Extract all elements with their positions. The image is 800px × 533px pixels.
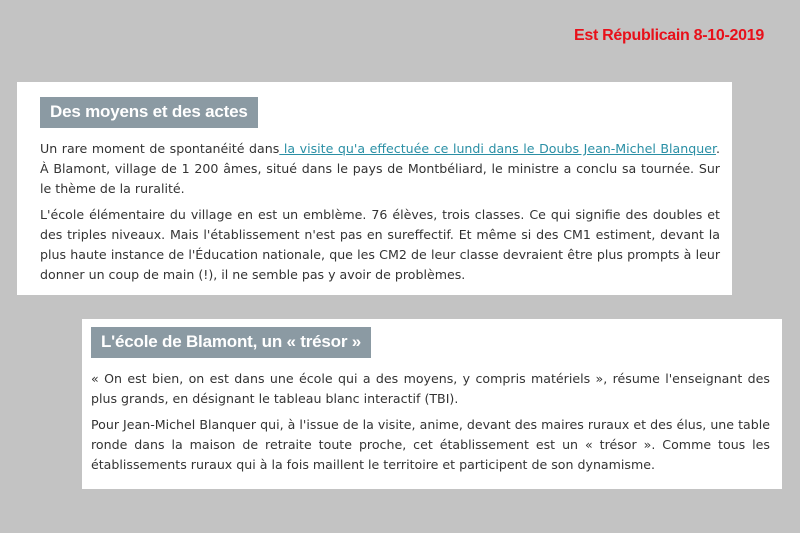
article-heading: Des moyens et des actes bbox=[40, 97, 258, 128]
article-card-blamont bbox=[82, 319, 782, 489]
article-heading: L'école de Blamont, un « trésor » bbox=[91, 327, 371, 358]
article-card-moyens bbox=[17, 82, 732, 295]
source-label: Est Républicain 8-10-2019 bbox=[574, 27, 764, 44]
article-paragraph-2: L'école élémentaire du village en est un emblème. 76 élèves, trois classes. Ce qui signifie des doubles et des triples niveaux. Mais l'établissement n'est pas en sureffectif. Et même si des CM1 estiment, devant la plus haute instance de l'Éducation nationale, que les CM2 de leur classe devraient être plus prompts à leur donner un coup de main (!), il ne semble pas y avoir de problèmes. bbox=[40, 207, 720, 282]
article-paragraph-1: « On est bien, on est dans une école qui a des moyens, y compris matériels », résume l'enseignant des plus grands, en désignant le tableau blanc interactif (TBI). bbox=[91, 371, 770, 406]
visit-article-link[interactable]: la visite qu'a effectuée ce lundi dans le Doubs Jean-Michel Blanquer bbox=[279, 141, 716, 156]
article-paragraph-2: Pour Jean-Michel Blanquer qui, à l'issue de la visite, anime, devant des maires ruraux et des élus, une table ronde dans la maison de retraite toute proche, cet établissement est un « trésor ». Comme tous les établissements ruraux qui à la fois maillent le territoire et participent de son dynamisme. bbox=[91, 417, 770, 472]
article-paragraph-1 bbox=[40, 139, 720, 199]
paragraph-text: Un rare moment de spontanéité dans bbox=[40, 141, 280, 156]
paragraph-text: . À Blamont, village de 1 200 âmes, situé dans le pays de Montbéliard, le ministre a conclu sa tournée. Sur le thème de la ruralité. bbox=[40, 141, 720, 196]
